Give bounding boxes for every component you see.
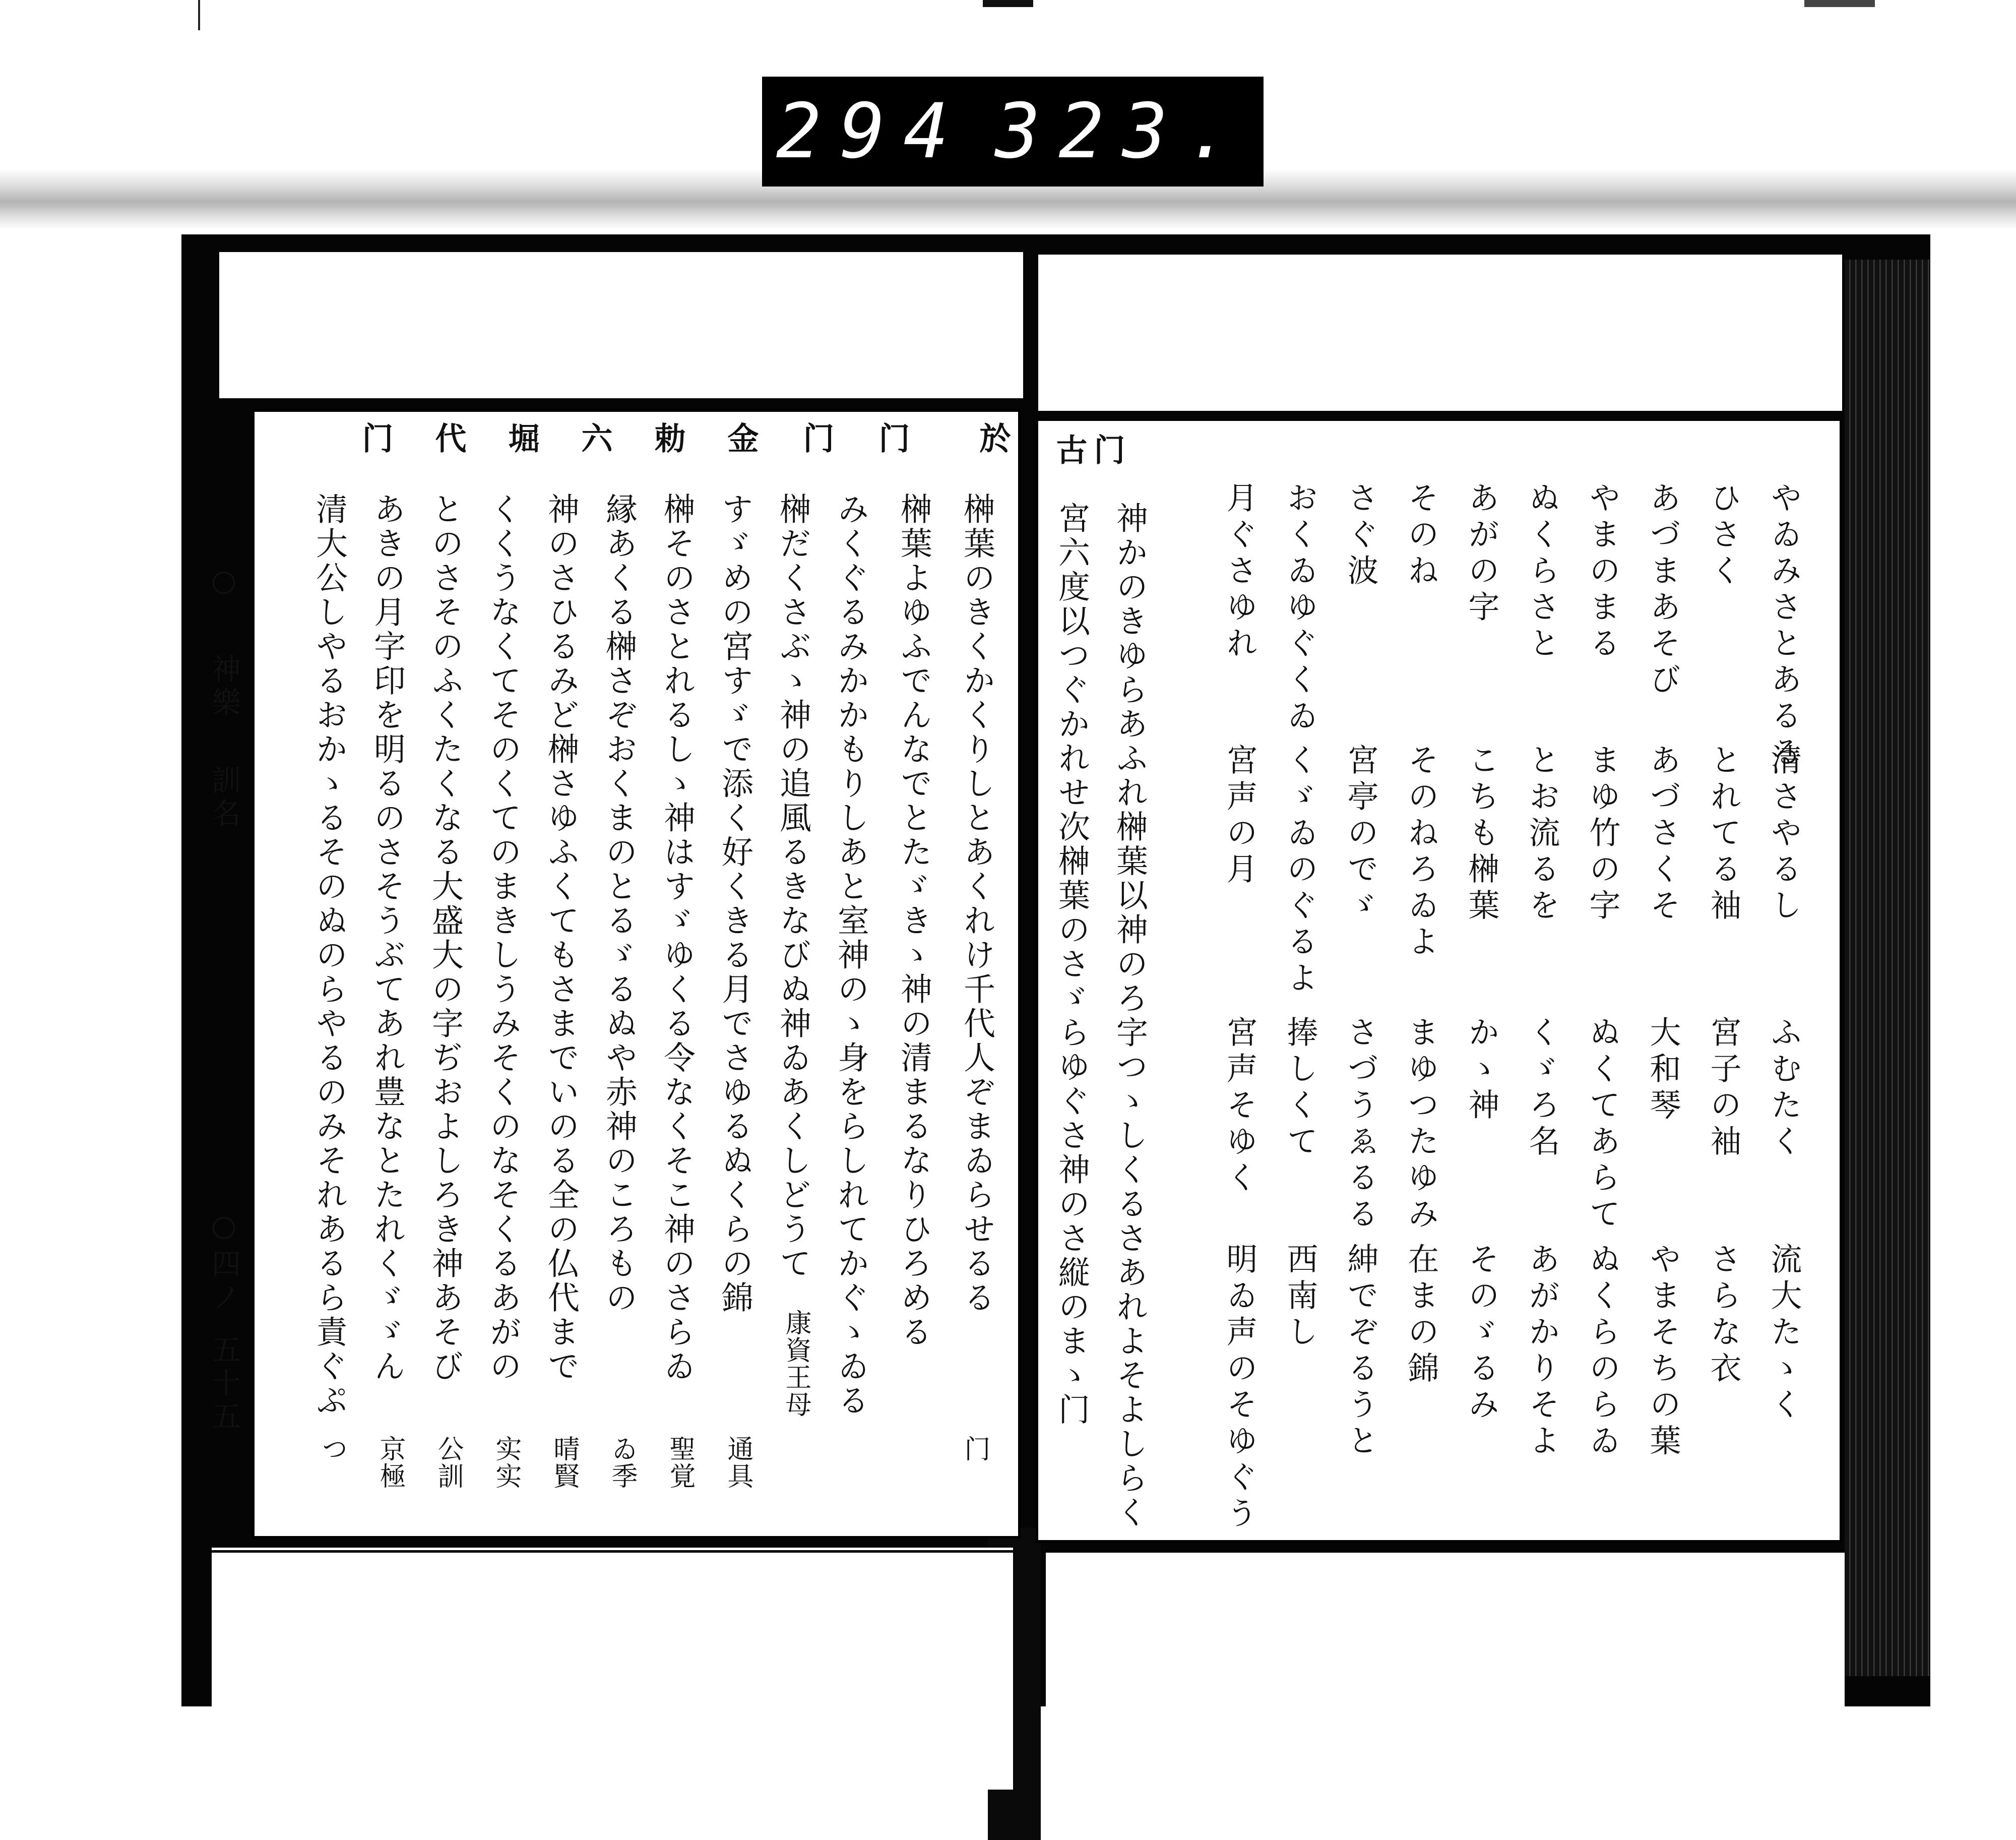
- frame-counter-right: 323.: [995, 88, 1250, 175]
- book-title-margin: 神樂: [207, 654, 241, 720]
- poem-line: そのねろゐよ: [1403, 744, 1439, 961]
- text-column: 神かのきゆらあふれ榊葉以神のろ字つゝしくるさあれよそよしらく: [1111, 502, 1148, 1530]
- poem-line: ぬくらのらゐ: [1584, 1243, 1621, 1460]
- poem-line: ふむたく: [1766, 1016, 1802, 1161]
- poem-line: やまのまる: [1584, 481, 1621, 663]
- poem-line: 宮声の月: [1221, 744, 1258, 889]
- heading: 於: [974, 422, 1011, 460]
- poem-line: 流大たゝく: [1766, 1243, 1802, 1424]
- poem-line: あづまあそび: [1645, 481, 1681, 699]
- film-edge-mark: [1804, 0, 1875, 7]
- poem-line: くゞゐのぐるよ: [1282, 744, 1318, 998]
- heading: 堀: [503, 422, 540, 460]
- poem-line: そのね: [1403, 481, 1439, 590]
- poem-line: こちも榊葉: [1463, 744, 1500, 925]
- right-page-footer-rule: [1046, 1550, 1845, 1553]
- poem-line: くゞろ名: [1524, 1016, 1560, 1161]
- text-column: あきの月字印を明るのさそうぶてあれ豊なとたれくゞゞん: [369, 493, 406, 1384]
- heading: 门: [873, 422, 910, 460]
- author-note: つ: [317, 1435, 347, 1462]
- heading: 金: [722, 422, 759, 460]
- heading: 门: [798, 422, 835, 460]
- poem-line: やまそちの葉: [1645, 1243, 1681, 1460]
- poem-line: かゝ神: [1463, 1016, 1500, 1125]
- poem-line: 在まの錦: [1403, 1243, 1439, 1388]
- author-note: 门: [960, 1435, 990, 1462]
- poem-line: 捧しくて: [1282, 1016, 1318, 1161]
- right-page-footer-margin: [1046, 1550, 1845, 1802]
- circle-mark: ○: [207, 1208, 241, 1247]
- left-page-text-panel: [207, 409, 1021, 1539]
- page-number-margin: 五十五: [207, 1334, 241, 1434]
- poem-line: さらな衣: [1705, 1243, 1742, 1388]
- poem-line: あがの字: [1463, 481, 1500, 627]
- frame-counter-left: 294: [776, 88, 967, 175]
- text-column: すゞめの宮すゞで添く好くきる月でさゆるぬくらの錦: [717, 493, 753, 1315]
- text-column: 榊葉のきくかくりしとあくれけ千代人ぞまゐらせるる: [959, 493, 995, 1315]
- text-column: 縁あくる榊さぞおくまのとるゞるぬや赤神のころもの: [601, 493, 638, 1315]
- poem-line: あづさくそ: [1645, 744, 1681, 925]
- author-note: 聖覚: [665, 1435, 695, 1490]
- poem-line: 月ぐさゆれ: [1221, 481, 1258, 663]
- text-column: 榊そのさとれるしゝ神はすゞゆくる令なくそこ神のさらゐ: [659, 493, 696, 1384]
- poem-line: 清さやるし: [1766, 744, 1802, 925]
- text-column: 宮六度以つぐかれせ次榊葉のさゞらゆぐさ神のさ縦のまゝ门: [1053, 502, 1090, 1427]
- text-column: 榊だくさぶゝ神の追風るきなびぬ神ゐあくしどうて: [775, 493, 811, 1281]
- left-page-footer-rule: [212, 1550, 1013, 1553]
- poem-line: ぬくてあらて: [1584, 1016, 1621, 1234]
- book-subtitle-margin: 訓名: [207, 765, 241, 831]
- film-edge-tick: [198, 0, 200, 30]
- circle-mark: ○: [207, 563, 241, 601]
- poem-line: まゆつたゆみ: [1403, 1016, 1439, 1234]
- author-note: ゐ季: [607, 1435, 637, 1490]
- heading: 勅: [649, 422, 686, 460]
- text-column: 清大公しやるおかゝるそのぬのらやるのみそれあるら責ぐぷ: [311, 493, 348, 1418]
- poem-line: やゐみさとあるる: [1766, 481, 1802, 772]
- page-edges: [1845, 260, 1930, 1676]
- heading: 代: [430, 422, 467, 460]
- poem-line: ぬくらさと: [1524, 481, 1560, 663]
- poem-line: 紳でぞるうと: [1342, 1243, 1379, 1460]
- poem-line: 明ゐ声のそゆぐう: [1221, 1243, 1258, 1533]
- author-note: 京極: [375, 1435, 405, 1490]
- author-note: 晴賢: [549, 1435, 579, 1490]
- frame-counter-label: [762, 77, 1264, 187]
- poem-line: 西南し: [1282, 1243, 1318, 1352]
- text-column: 榊葉よゆふでんなでとたゞきゝ神の清まるなりひろめる: [896, 493, 932, 1350]
- author-note: 公訓: [433, 1435, 463, 1490]
- poem-line: とお流るを: [1524, 744, 1560, 925]
- poem-line: 宮亭のでゞ: [1342, 744, 1379, 925]
- heading: 门: [357, 422, 394, 460]
- heading: 门: [1089, 434, 1125, 472]
- text-column: 神のさひるみど榊さゆふくてもさまでいのる全の仏代まで: [543, 493, 580, 1384]
- author-note: 实实: [491, 1435, 521, 1490]
- poem-line: そのゞるみ: [1463, 1243, 1500, 1424]
- heading: 六: [576, 422, 613, 460]
- left-page-footer-margin: [212, 1548, 1013, 1790]
- text-column: みくぐるみかかもりしあと室神のゝ身をらしれてかぐゝゐる: [833, 493, 869, 1418]
- poem-line: 宮子の袖: [1705, 1016, 1742, 1161]
- poem-line: あがかりそよ: [1524, 1243, 1560, 1460]
- poem-line: とれてる袖: [1705, 744, 1742, 925]
- author-note: 康資王母: [781, 1309, 811, 1418]
- text-column: くくうなくてそのくてのまきしうみそくのなそくるあがの: [485, 493, 522, 1384]
- right-page-header-margin: [1038, 255, 1842, 411]
- poem-line: 宮声そゆく: [1221, 1016, 1258, 1197]
- text-column: とのさそのふくたくなる大盛大の字ぢおよしろき神あそび: [427, 493, 464, 1384]
- poem-line: さぐ波: [1342, 481, 1379, 590]
- heading: 古: [1051, 434, 1088, 472]
- author-note: 通具: [723, 1435, 753, 1490]
- poem-line: ひさく: [1705, 481, 1742, 590]
- poem-line: 大和琴: [1645, 1016, 1681, 1125]
- section-number-margin: 四ノ: [207, 1249, 241, 1315]
- film-edge-mark: [983, 0, 1033, 7]
- poem-line: まゆ竹の字: [1584, 744, 1621, 925]
- poem-line: さづうゑるる: [1342, 1016, 1379, 1234]
- right-page-text-panel: [1036, 418, 1842, 1543]
- poem-line: おくゐゆぐくゐ: [1282, 481, 1318, 735]
- left-page-header-margin: [219, 252, 1023, 398]
